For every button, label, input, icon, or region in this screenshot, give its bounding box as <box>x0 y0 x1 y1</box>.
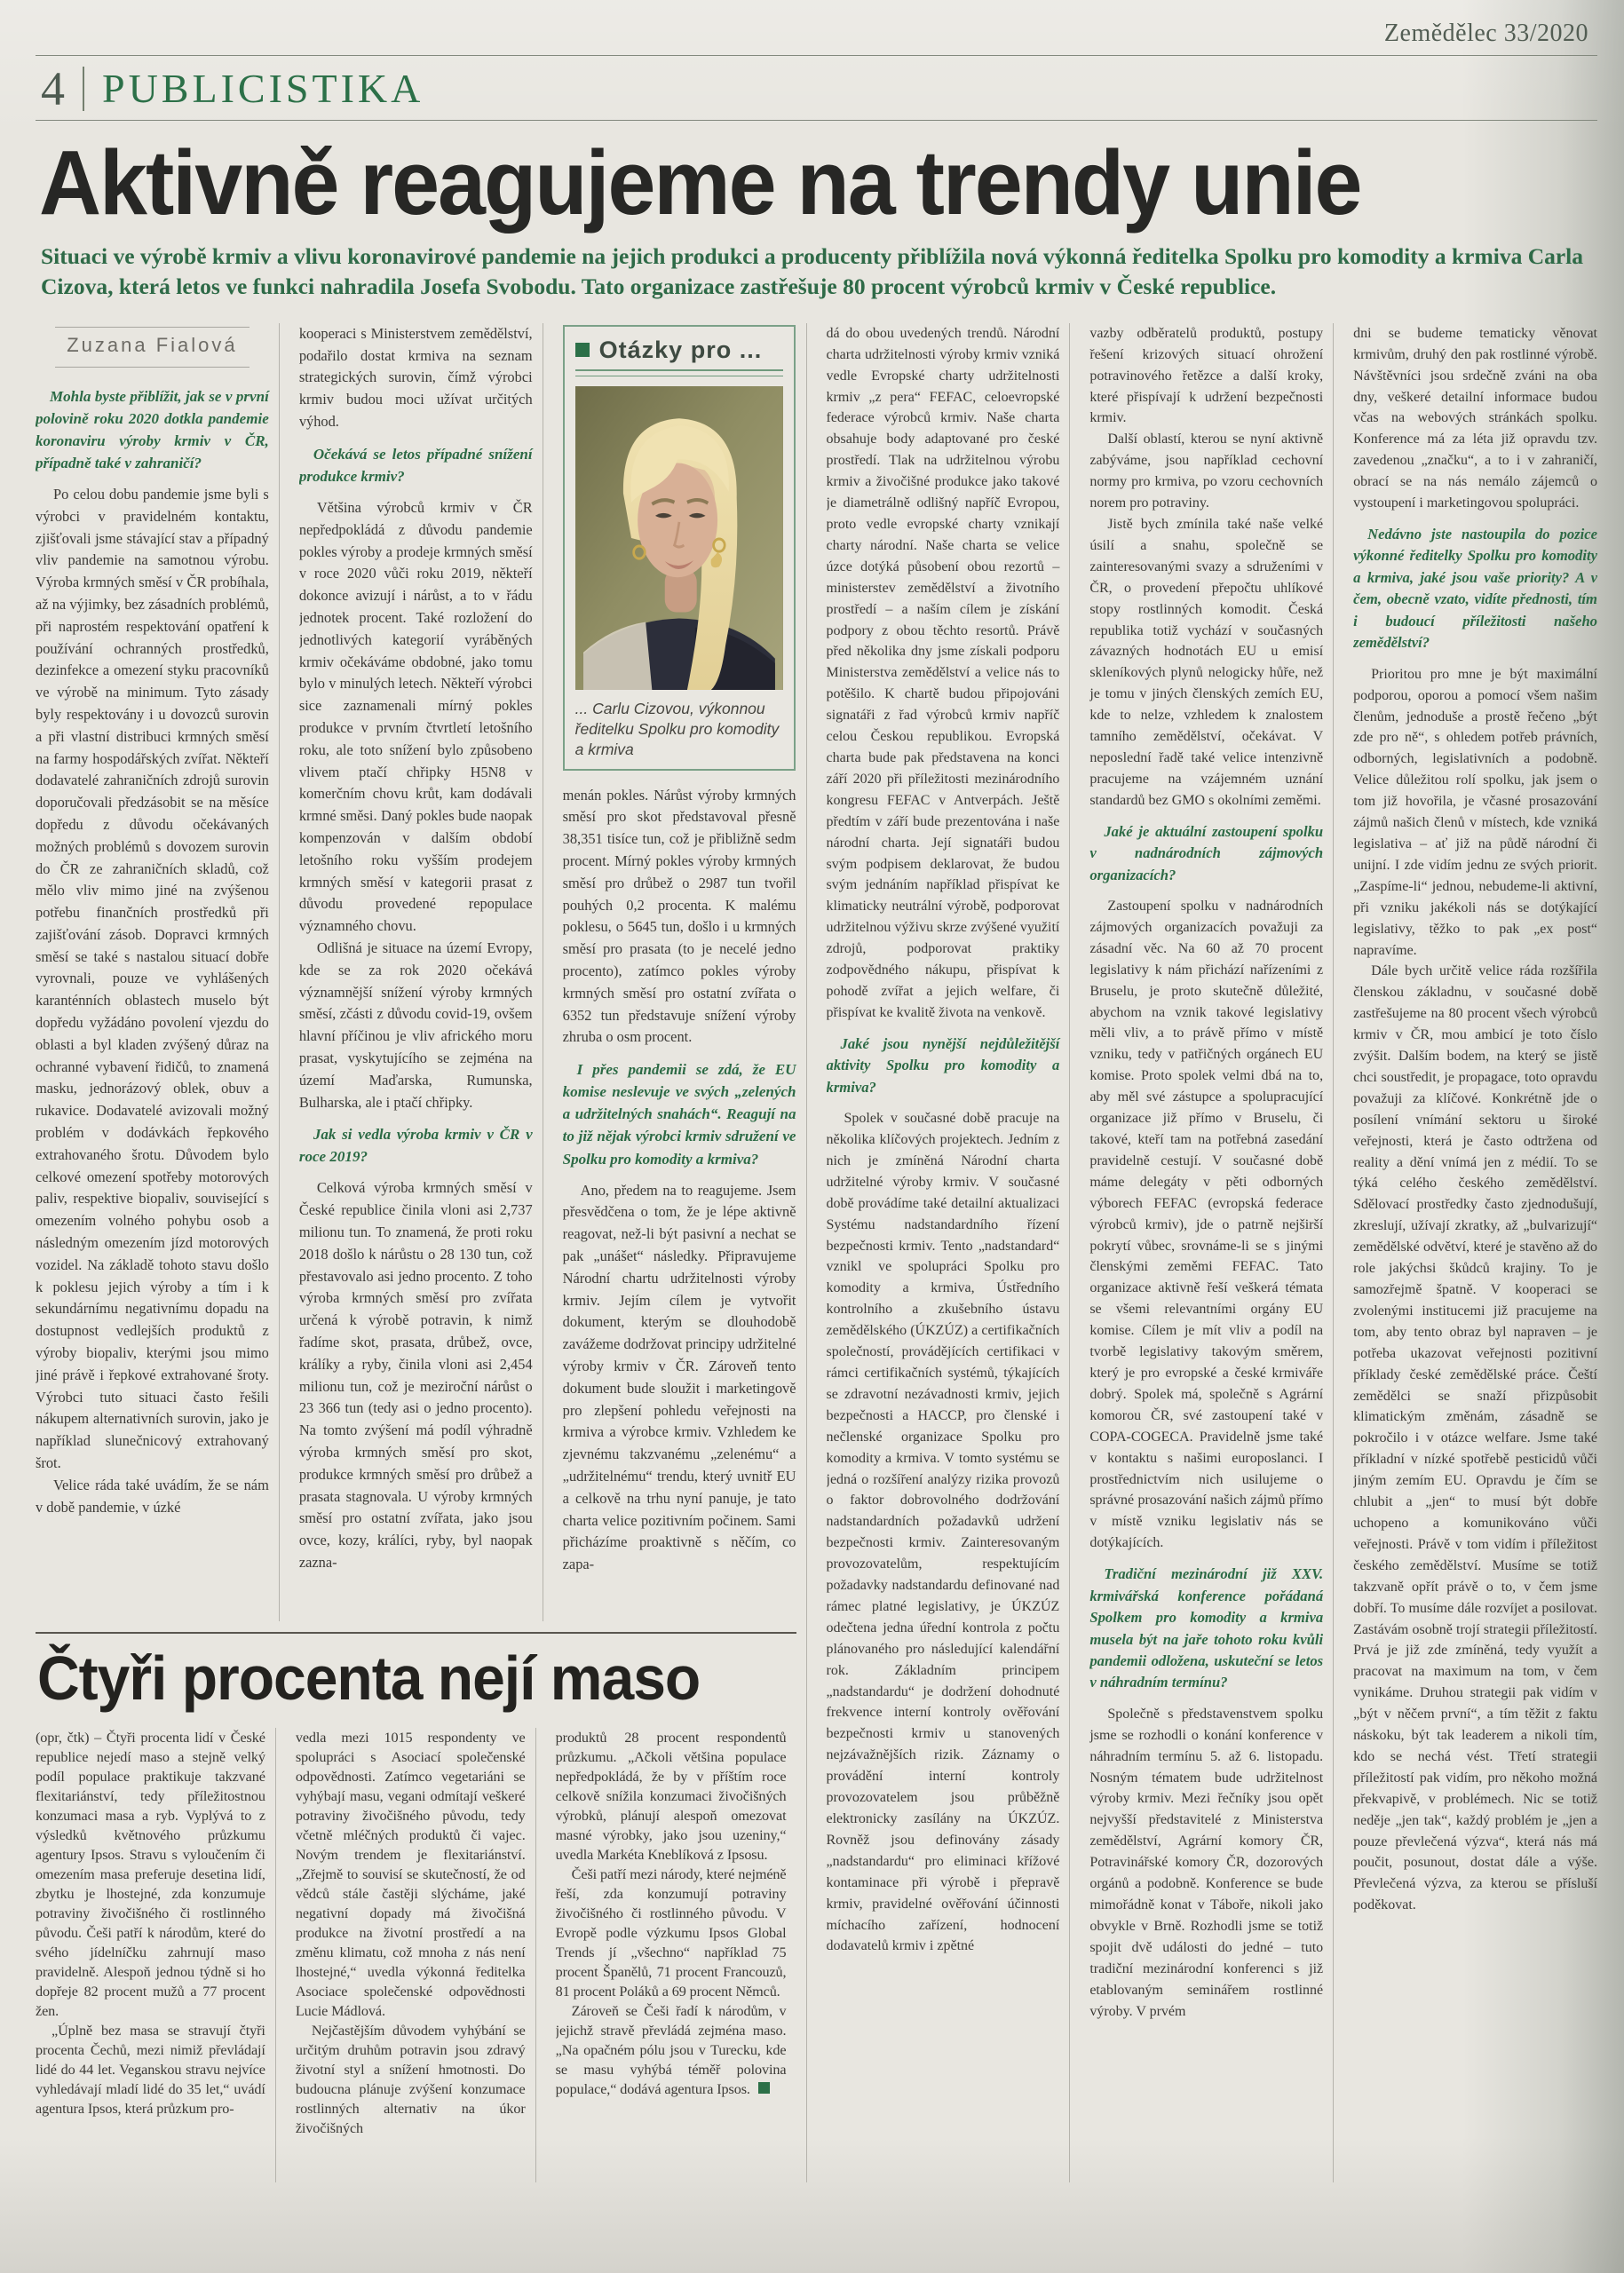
interview-photo-box <box>563 325 796 771</box>
body-paragraph: Další oblastí, kterou se nyní aktivně zabýváme, jsou například cechovní normy pro krmiva, po vzoru cechovních norem pro potraviny. <box>1089 432 1324 511</box>
photo-caption: ... Carlu Cizovou, výkonnou ředitelku Spolku pro komodity a krmiva <box>574 699 780 758</box>
section-header <box>41 62 1597 115</box>
body-paragraph: Po celou dobu pandemie jsme byli s výrobci v pravidelném kontaktu, zjišťovali jsme stávající stav a případný vliv pandemie na samotnou výrobu. Výroba krmných směsí v ČR probíhala, až na výjimky, bez zásadních problémů, při naprostém respektování opatření k používání ochranných prostředků, dezinfekce a omezení styku pracovníků ve výrobě na minimum. Tyto zásady byly respektovány i u dovozců surovin a při vlastní distribuci krmných směsí na farmy hospodářských zvířat. Někteří dodavatelé zahraničních zdrojů surovin doporučovali předzásobit se na měsíce dopředu z důvodu očekávaných možných problémů s dovozem surovin do ČR ze zahraničních skladů, což mělo vliv mimo jiné na zvýšenou potřebu finančních prostředků při zajišťování zásob. Dopravci krmných směsí se také s nastalou situací dobře vyrovnali, pouze ve vyhlášených karanténních oblastech muselo být dopředu vyžádáno povolení vjezdu do oblasti a byl kladen zvýšený důraz na ochranné vybavení řidičů, to znamená masku, jednorázový oblek, obuv a rukavice. Dodavatelé avizovali možný problém v dodávkách řepkového extrahovaného šrotu. Důvodem bylo celkové omezení spotřeby motorových paliv, respektive biopaliv, související s omezením volného pohybu osob a následným omezením jízd motorových vozidel. Na základě tohoto stavu došlo k poklesu jejich výroby a tím i k sekundárnímu negativnímu dopadu na dostupnost vedlejších produktů z výroby biopaliv, kterými jsou mimo jiné právě i řepkové extrahované šroty. Výrobci tuto situaci často řešili nákupem alternativních surovin, jako je například slunečnicový extrahovaný šrot. <box>36 485 269 1472</box>
article1-column-5 <box>1089 323 1334 2182</box>
body-paragraph: dá do obou uvedených trendů. Národní charta udržitelnosti výroby krmiv vzniká vedle Evropské charty udržitelnosti krmiv „z pera“ FEFAC, celoevropské federace výrobců krmiv. Naše charta obsahuje body adaptované pro české prostředí. Tlak na udržitelnou výrobu krmiv a živočišné produkce jako takové je diametrálně odlišný napříč Evropou, proto vedle evropské charty vznikají charty národní. Naše charta se velice úzce dotýká působení obou rezortů – ministerstev zemědělství a životního prostředí – a naším cílem je získání podpory z obou těchto resortů. Právě před několika dny jsme získali podporu Ministerstva zemědělství a velice nás to potěšilo. K chartě budou připojováni signatáři z řad výrobců krmiv napříč celou Českou republikou. Evropská charta bude pak představena na konci září 2020 při příležitosti mezinárodního kongresu FEFAC v Antverpách. Ještě předtím v září bude prezentována i naše národní charta. Její signatáři budou svým podpisem deklarovat, že budou svým jednáním například přispívat ke klimaticky neutrální výrobě, podporovat udržitelnou výživu skrze zvýšené využití zdrojů, podporovat praktiky zodpovědného nákupu, přispívat k pohodě zvířat a jejich welfare, či přispívat ke kvalitě života na venkově. <box>826 325 1060 1020</box>
article2 <box>36 1621 807 2182</box>
body-paragraph: Nejčastějším důvodem vyhýbání se určitým druhům potravin jsou zdravý životní styl a snížení hmotnosti. Do budoucna plánuje zvýšení konzumace rostlinných alternativ na úkor živočišných <box>295 2022 526 2136</box>
interview-question: Jaké je aktuální zastoupení spolku v nadnárodních zájmových organizacích? <box>1089 822 1324 883</box>
body-paragraph: Celková výroba krmných směsí v České republice činila vloni asi 2,737 milionu tun. To znamená, že proti roku 2018 došlo k nárůstu o 28 130 tun, což přestavovalo asi jedno procento. Z toho výroba krmných směsí pro zvířata určená k výrobě potravin, k nimž řadíme skot, prasata, drůbež, ovce, králíky a ryby, činila vloni asi 2,454 milionu tun, což je meziroční nárůst o 23 366 tun (tedy asi o jedno procento). Na tomto zvýšení má podíl výhradně výroba krmných směsí pro skot, produkce krmných směsí pro drůbež a prasata stagnovala. U výroby krmných směsí pro ostatní zvířata, jako jsou ovce, kozy, králíci, ryby, byl naopak zazna- <box>298 1179 533 1571</box>
article2-headline: Čtyři procenta nejí maso <box>37 1643 701 1713</box>
body-paragraph: Spolek v současné době pracuje na několika klíčových projektech. Jedním z nich je zmíněná Národní charta udržitelné výroby krmiv. V současné době provádíme také detailní aktualizaci Systému nadstandardního řízení bezpečnosti krmiv. Tento „nadstandard“ vznikl ve spolupráci Spolku pro komodity a krmiva, Ústředního kontrolního a zkušebního ústavu zemědělského (ÚKZÚZ) a certifikačních společností, provádějících certifikaci v rámci certifikačních systémů, týkajících se zdravotní nezávadnosti krmiv, jejich bezpečnosti a HACCP, pro členské i nečlenské organizace Spolku pro komodity a krmiva. V tomto systému se jedná o rozšíření analýzy rizika provozů o faktor dobrovolného dodržování nadstandardních požadavků udržení bezpečnosti krmiv. Zainteresovaným provozovatelům, respektujícím požadavky nadstandardu definované nad rámec platné legislativy, je ÚKZÚZ odečtena jedna úřední kontrola z počtu plánovaného pro následující kalendářní rok. Základním principem „nadstandardu“ je dodržení dohodnuté frekvence interní kontroly ověřování bezpečnosti krmiv u stanovených nejzávažnějších rizik. Záznamy o provádění interní kontroly provozovatelem jsou průběžně elektronicky zasílány na ÚKZÚZ. Rovněž jsou definovány zásady „nadstandardu“ pro eliminaci křížové kontaminace při výrobě i přepravě krmiv, pravidelné ověřování účinnosti míchacího zařízení, hodnocení dodavatelů krmiv i zpětné <box>826 1111 1060 1954</box>
portrait-photo <box>575 386 783 690</box>
section-name: PUBLICISTIKA <box>102 66 424 111</box>
interview-question: Jak si vedla výroba krmiv v ČR v roce 2019? <box>298 1126 533 1166</box>
masthead-issue: Zemědělec 33/2020 <box>1383 20 1588 47</box>
article2-column-1 <box>36 1728 276 2182</box>
photo-box-title: Otázky pro ... <box>598 336 763 363</box>
article1-column-4 <box>827 323 1071 2182</box>
body-paragraph: vedla mezi 1015 respondenty ve spolupráci s Asociací společenské odpovědnosti. Zatímco vegetariáni se vyhýbají masu, vegani odmítají veškeré potraviny živočišného původu, tedy včetně mléčných produktů či vajec. Novým trendem je flexitariánství. „Zřejmě to souvisí se skutečností, že od vědců stále častěji slýcháme, jaké negativní dopady má živočišná produkce na životní prostředí a na změnu klimatu, což mnoha z nás není lhostejné,“ uvedla výkonná ředitelka Asociace společenské odpovědnosti Lucie Mádlová. <box>295 1729 526 2019</box>
body-paragraph: Prioritou pro mne je být maximální podporou, oporou a pomocí všem našim členům, jednoduše a prostě řečeno „být zde pro ně“, s ohledem potřeb právních, odborných, legislativních a podobně. Velice důležitou rolí spolku, jak jsem o tom již hovořila, je včasné prosazování zájmů našich členů v místech, kde vzniká legislativa – ať již na půdě národní či unijní. I zde vidím jednu ze svých priorit. „Zaspíme-li“ jednou, nebudeme-li aktivní, při vzniku jakékoli nás se dotýkající legislativy, těžko to pak „ex post“ napravíme. <box>1353 666 1597 958</box>
article1-column-6 <box>1353 323 1597 2182</box>
article-columns <box>36 323 1597 2182</box>
body-paragraph: „Úplně bez masa se stravují čtyři procenta Čechů, mezi nimiž převládají lidé do 44 let. Veganskou stravu nejvíce vyhledávají mladí lidé do 35 let,“ uvádí agentura Ipsos, která průzkum pro- <box>36 2022 265 2117</box>
body-paragraph: Velice ráda také uvádím, že se nám v době pandemie, v úzké <box>36 1476 269 1516</box>
body-paragraph: vazby odběratelů produktů, postupy řešení krizových situací ohrožení potravinového řetězce a další kroky, které přispívají k udržení bezpečnosti krmiv. <box>1089 325 1324 426</box>
photo-box-header <box>575 337 783 369</box>
article1-column-1 <box>36 323 280 1621</box>
article1-column-3 <box>563 323 807 1621</box>
body-paragraph: dni se budeme tematicky věnovat krmivům, druhý den pak rostlinné výrobě. Návštěvníci jsou srdečně zváni na oba dny, veškeré detailní informace budou včas na webových stránkách spolku. Konference má za léta již opravdu tzv. zavedenou „značku“, a to i v zahraničí, obrací se na nás nemálo zájemců o vystoupení i marketingovou spolupráci. <box>1353 325 1597 511</box>
body-paragraph: Dále bych určitě velice ráda rozšířila členskou základnu, v současné době zastřešujeme na 80 procent všech výrobců krmiv v ČR, mou ambicí je toto číslo zvýšit. Dalším bodem, na který se jistě chci soustředit, je propagace, toto opravdu považuji za klíčové. Konkrétně jde o posílení vnímání sektoru u široké veřejnosti, která je často odtržena od reality a dění vnímá jen z médií. To se týká celého českého zemědělství. Sdělovací prostředky často zjednodušují, zkreslují, užívají zkratky, až „bulvarizují“ zemědělské odvětví, které je stavěno až do role jakýchsi škůdců krajiny. To je samozřejmě špatně. V kooperaci se zvolenými institucemi již pracujeme na tom, aby tento obraz byl napraven – je potřeba ukazovat veřejnosti pozitivní příklady české zemědělské práce. Čeští zemědělci se snaží přizpůsobit klimatickým změnám, zásadně se pokročilo i v otázce welfare. Jsme také příkladní v nízké spotřebě pesticidů vůči jiným zemím EU. Opravdu je čím se chlubit a „jen“ to musí být dobře uchopeno a komunikováno vůči veřejnosti. Právě v tom vidím i příležitost českého zemědělství. Musíme se totiž takzvaně opřít právě o to, v čem jsme dobří. To musíme dále rozvíjet a posilovat. Zastávám osobně trojí strategii příležitostí. Prvá je již zde zmíněná, tedy využít a pracovat na maximum na tom, v čem vynikáme. Druhou strategii pak vidím v „být v něčem první“, a tím těžit z faktu náskoku, být tak leaderem a nikoli tím, kdo se nechá vést. Třetí strategii příležitostí pak vidím, pro někoho možná překvapivě, v problémech. Nic se totiž neděje „jen tak“, každý problém je „jen a pouze převlečená výzva“, která nás má poučit, posunout, dostat dále a výše. Převlečená výzva, za kterou se přísluší poděkovat. <box>1353 963 1597 1913</box>
photo-box-title-rule <box>575 369 783 376</box>
article1-headline: Aktivně reagujeme na trendy unie <box>39 131 1361 234</box>
byline-block <box>55 327 250 368</box>
body-paragraph: (opr, čtk) – Čtyři procenta lidí v České republice nejedí maso a stejně velký podíl populace praktikuje takzvané flexitariánství, tedy příležitostnou konzumaci masa a ryb. Vyplývá to z výsledků květnového průzkumu agentury Ipsos. Stravu s vyloučením či omezením masa preferuje desetina lidí, zbytku je lhostejné, zda konzumuje potraviny živočišného či rostlinného původu. Češi patří k národům, které do svého jídelníčku zahrnují maso pravidelně. Alespoň jednou týdně si ho dopřeje 82 procent mužů a 77 procent žen. <box>36 1729 265 2019</box>
section-rule <box>36 120 1597 121</box>
body-paragraph: Odlišná je situace na území Evropy, kde se za rok 2020 očekává významnější snížení výroby krmných směsí, zčásti z důvodu covid-19, ovšem hlavní příčinou je vliv afrického moru prasat, vyskytujícího se zejména na území Maďarska, Rumunska, Bulharska, ale i ptačí chřipky. <box>298 939 533 1111</box>
body-paragraph: Ano, předem na to reagujeme. Jsem přesvědčena o tom, že je lépe aktivně reagovat, než-li být pasivní a nechat se pak „unášet“ následky. Připravujeme Národní chartu udržitelnosti výroby krmiv. Jejím cílem je vytvořit dokument, kterým se dlouhodobě zavážeme dodržovat principy udržitelné výroby krmiv v ČR. Zároveň tento dokument bude sloužit i marketingově pro zlepšení pohledu veřejnosti na krmiva a výrobce krmiv. Vzhledem ke zjevnému takzvanému „zelenému“ a „udržitelnému“ trendu, který uvnitř EU a celkově na trhu nyní panuje, je tato charta velice pozitivním počinem. Sami přicházíme proaktivně s něčím, co zapa- <box>562 1181 796 1573</box>
article2-top-rule <box>36 1632 796 1634</box>
article2-column-2 <box>296 1728 536 2182</box>
body-paragraph: kooperaci s Ministerstvem zemědělství, podařilo dostat krmiva na seznam strategických surovin, čímž výrobci krmiv budou moci užívat určitých výhod. <box>298 324 533 431</box>
body-paragraph: Společně s představenstvem spolku jsme se rozhodli o konání konference v náhradním termínu 5. až 6. listopadu. Nosným tématem bude udržitelnost výroby krmiv. Mezi řečníky jsou opět nejvyšší představitelé z Ministerstva zemědělství, Agrární komory ČR, Potravinářské komory ČR, dozorových orgánů a podobně. Konference se bude mimořádně konat v Táboře, nikoli jako obvykle v Brně. Rozhodli jsme se totiž spojit dvě události do jedné – tuto tradiční mezinárodní konferenci s již etablovaným seminářem rostlinné výroby. V prvém <box>1089 1706 1324 2019</box>
article2-column-3 <box>556 1728 796 2182</box>
interview-question: I přes pandemii se zdá, že EU komise neslevuje ve svých „zelených a udržitelných snahách“. Reagují na to již nějak výrobci krmiv sdružení ve Spolku pro komodity a krmiva? <box>562 1061 796 1168</box>
interview-question: Tradiční mezinárodní již XXV. krmivářská konference pořádaná Spolkem pro komodity a krmiva musela být na jaře tohoto roku kvůli pandemii odložena, uskuteční se letos v náhradním termínu? <box>1089 1565 1324 1691</box>
section-divider <box>83 67 84 111</box>
body-paragraph: Jistě bych zmínila také naše velké úsilí a snahu, společně se zainteresovanými svazy a sdruženími v ČR, o provedení přepočtu uhlíkové stopy rostlinných komodit. Česká republika totiž vychází v současných závazných hodnotách EU u emisí skleníkových plynů nelogicky hůře, než je tomu v jiných členských zemích EU, kde to nelze, vzhledem k znalostem tamního zemědělství, očekávat. V neposlední řadě také velice intenzivně pracujeme na vzájemném uznání standardů bez GMO s okolními zeměmi. <box>1089 517 1324 808</box>
article2-columns <box>36 1728 796 2182</box>
body-paragraph: produktů 28 procent respondentů průzkumu. „Ačkoli většina populace nepředpokládá, že by v příštím roce celkově snížila konzumaci živočišných výrobků, plánují alespoň omezovat masné výrobky, jako jsou uzeniny,“ uvedla Markéta Kneblíková z Ipsosu. <box>555 1729 787 1863</box>
interview-question: Jaké jsou nynější nejdůležitější aktivity Spolku pro komodity a krmiva? <box>826 1034 1060 1096</box>
body-paragraph: Zastoupení spolku v nadnárodních zájmových organizacích považuji za zásadní věc. Na 60 až 70 procent legislativy k nám přichází nařízeními z Bruselu, je proto skutečně důležité, abychom na vznik takové legislativy měli vliv, a to právě přímo v místě vzniku, tedy v patřičných orgánech EU komise. Proto spolek velmi dbá na to, aby měl své zástupce a spolupracující organizace již přímo v Bruselu, či takové, kteří tam na potřebná zasedání pravidelně cestují. V současné době máme delegáty v pěti odborných výborech FEFAC (evropská federace výrobců krmiv), jde o patrně nejširší pokrytí vůbec, srovnáme-li se s jinými členskými zeměmi FEFAC. Tato organizace aktivně řeší veškerá témata se všemi relevantními orgány EU komise. Cílem je mít vliv a podíl na tvorbě legislativy takovým směrem, který je pro evropské a české krmiváře dobrý. Spolek má, společně s Agrární komorou ČR, své zastoupení také v COPA-COGECA. Pravidelně jsme také v kontaktu s našimi europoslanci. I prostřednictvím nich usilujeme o správné prosazování našich zájmů přímo v místě vzniku legislativ nás se dotýkajících. <box>1089 899 1324 1551</box>
article-end-marker-icon <box>758 2082 770 2094</box>
interview-question: Nedávno jste nastoupila do pozice výkonné ředitelky Spolku pro komodity a krmiva, jaké jsou vaše priority? A v čem, obecně vzato, vidíte přednosti, tím i budoucí příležitosti našeho zemědělství? <box>1353 526 1597 652</box>
green-square-icon <box>575 343 590 357</box>
masthead-rule <box>36 55 1597 56</box>
body-paragraph: Češi patří mezi národy, které nejméně řeší, zda konzumují potraviny živočišného či rostlinného původu. V Evropě podle výzkumu Ipsos Global Trends jí „všechno“ například 75 procent Španělů, 71 procent Francouzů, 81 procent Poláků a 69 procent Němců. <box>555 1865 787 2000</box>
article1-column-2 <box>299 323 543 1621</box>
article1-standfirst: Situaci ve výrobě krmiv a vlivu koronavirové pandemie na jejich produkci a producenty přiblížila nová výkonná ředitelka Spolku pro komodity a krmiva Carla Cizova, která letos ve funkci nahradila Josefa Svobodu. Tato organizace zastřešuje 80 procent výrobců krmiv v České republice. <box>41 242 1584 299</box>
page-number: 4 <box>41 62 65 115</box>
byline-author: Zuzana Fialová <box>67 333 238 356</box>
body-paragraph: Zároveň se Češi řadí k národům, v jejichž stravě převládá zejména maso. „Na opačném pólu jsou v Turecku, kde se masu vyhýbá téměř polovina populace,“ dodává agentura Ipsos. <box>555 2002 787 2097</box>
body-paragraph: Většina výrobců krmiv v ČR nepředpokládá z důvodu pandemie pokles výroby a prodeje krmných směsí v roce 2020 vůči roku 2019, někteří dokonce avizují i nárůst, a to v řádu jednotek procent. Také rozložení do jednotlivých kategorií vyráběných krmiv očekáváme obdobné, jako tomu bylo v minulých letech. Někteří výrobci sice zaznamenali mírný pokles produkce v prvním čtvrtletí letošního roku, ale toto snížení bylo způsobeno vlivem ptačí chřipky H5N8 v komerčním chovu krůt, kam dodávali krmné směsi. Daný pokles bude naopak kompenzován v dalším období letošního roku vyšším prodejem krmných směsí v kategorii prasat z důvodu provedené repopulace významného chovu. <box>298 498 533 935</box>
body-paragraph: menán pokles. Nárůst výroby krmných směsí pro skot představoval přesně 38,351 tisíce tun, což je přibližně sedm procent. Mírný pokles výroby krmných směsí pro drůbež o 2987 tun tvořil pouhých 0,2 procenta. K malému poklesu, o 5645 tun, došlo i u krmných směsí pro prasata (to je necelé jedno procento), zatímco pokles výroby krmných směsí pro ostatní zvířata o 6352 tun představuje snížení výroby zhruba o osm procent. <box>562 786 796 1046</box>
interview-question: Očekává se letos případné snížení produkce krmiv? <box>298 445 533 485</box>
interview-question: Mohla byste přiblížit, jak se v první polovině roku 2020 dotkla pandemie koronaviru výroby krmiv v ČR, případně také v zahraničí? <box>36 387 269 471</box>
